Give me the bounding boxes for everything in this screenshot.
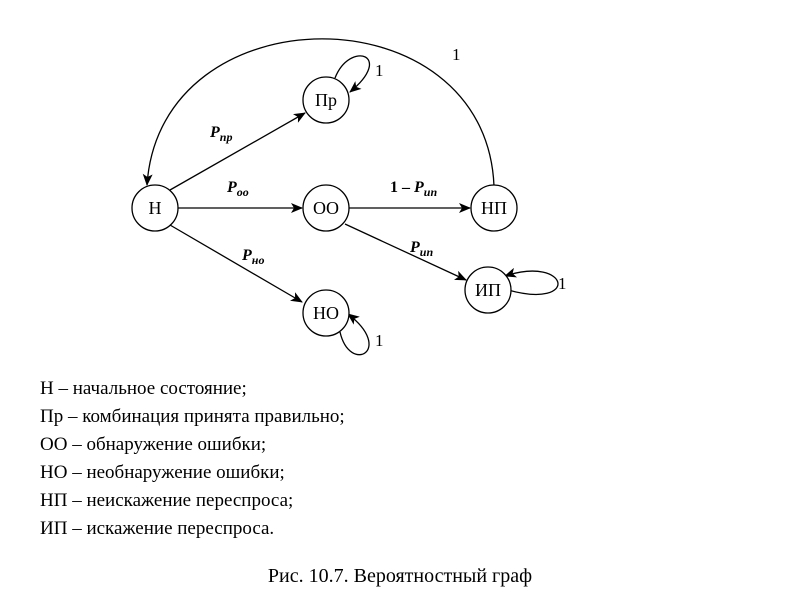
label-one-minus-p-ip: $1 - P_{ип}$	[390, 179, 438, 199]
legend-item: Н – начальное состояние;	[40, 378, 247, 399]
edge-oo-to-ip	[345, 224, 466, 280]
legend	[40, 375, 345, 543]
label-p-ip: $P_{ип}$	[410, 239, 434, 259]
label-hp-to-h: 1	[452, 45, 461, 64]
legend-item: НО – необнаружение ошибки;	[40, 462, 285, 483]
node-ip	[465, 267, 511, 313]
node-hp-label: НП	[481, 198, 507, 218]
node-h-label: Н	[148, 198, 162, 218]
node-hp	[471, 185, 517, 231]
legend-item: ИП – искажение переспроса.	[40, 518, 275, 539]
figure-caption: Рис. 10.7. Вероятностный граф	[267, 565, 533, 587]
label-loop-no: 1	[375, 331, 384, 350]
label-p-no: $P_{но}$	[242, 247, 265, 267]
label-loop-pr: 1	[375, 61, 384, 80]
label-p-pr: $P_{пр}$	[210, 124, 233, 144]
node-pr	[303, 77, 349, 123]
edge-h-to-no	[170, 225, 302, 302]
node-no	[303, 290, 349, 336]
node-h	[132, 185, 178, 231]
node-oo	[303, 185, 349, 231]
label-p-oo: $P_{оо}$	[227, 179, 249, 199]
edge-h-to-pr	[170, 113, 305, 190]
node-oo-label: ОО	[313, 198, 339, 218]
label-loop-ip: 1	[558, 274, 567, 293]
node-no-label: НО	[313, 303, 339, 323]
node-pr-label: Пр	[315, 90, 337, 110]
legend-item: Пр – комбинация принята правильно;	[40, 406, 345, 427]
loop-ip	[505, 271, 558, 294]
legend-item: ОО – обнаружение ошибки;	[40, 434, 267, 455]
legend-item: НП – неискажение переспроса;	[40, 490, 294, 511]
node-ip-label: ИП	[475, 280, 501, 300]
